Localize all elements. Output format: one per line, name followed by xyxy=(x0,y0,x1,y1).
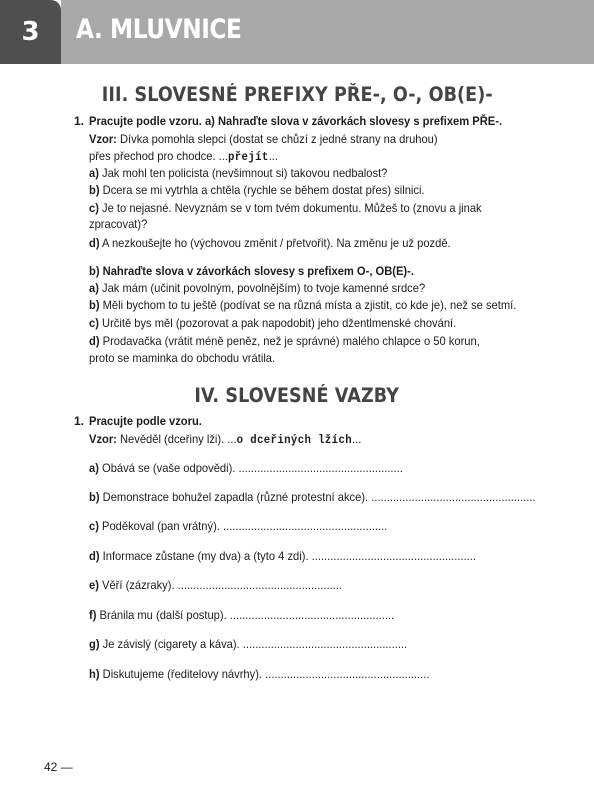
list-item: g) Je závislý (cigarety a káva). ..................................................... xyxy=(89,637,408,651)
list-item: e) Věří (zázraky). ..................................................... xyxy=(89,578,343,592)
section-title-verb-bindings: IV. SLOVESNÉ VAZBY xyxy=(194,384,400,407)
list-item: a) Obává se (vaše odpovědi). ..................................................... xyxy=(89,461,403,475)
exercise-number: 1. xyxy=(74,114,85,128)
example-text: Dívka pomohla slepci (dostat se chůzí z jedné strany na druhou) xyxy=(116,132,438,146)
example-label: Vzor: xyxy=(89,132,117,146)
chapter-title: A. MLUVNICE xyxy=(76,14,242,45)
list-item: b) Měli bychom to tu ještě (podívat se na různá místa a zjistit, co kde je), než se setmí. xyxy=(89,298,517,312)
example-answer: o dceřiných lžích xyxy=(236,434,353,447)
list-item: b) Demonstrace bohužel zapadla (různé protestní akce). ..................................................... xyxy=(89,490,536,504)
list-item: d) Informace zůstane (my dva) a (tyto 4 zdi). ..................................................... xyxy=(89,549,476,563)
list-item: a) Jak mám (učinit povolným, povolnějším) to tvoje kamenné srdce? xyxy=(89,281,426,295)
chapter-number: 3 xyxy=(21,17,40,47)
example-line: Vzor: Nevěděl (dceřiny lži). ...o dceřiných lžích... xyxy=(89,432,362,447)
list-item: b) Dcera se mi vytrhla a chtěla (rychle se během dostat přes) silnici. xyxy=(89,183,425,197)
example-answer: přejít xyxy=(227,151,269,164)
list-item: f) Bránila mu (další postup). ..................................................... xyxy=(89,608,395,622)
exercise-instruction-b: b) Nahraďte slova v závorkách slovesy s prefixem O-, OB(E)-. xyxy=(89,264,414,278)
example-line-2: přes přechod pro chodce. ...přejít... xyxy=(89,149,279,164)
chapter-number-tab xyxy=(0,0,61,64)
chapter-header xyxy=(0,0,594,64)
list-item-continuation: proto se maminka do obchodu vrátila. xyxy=(89,351,276,365)
exercise-instruction: Pracujte podle vzoru. a) Nahraďte slova v závorkách slovesy s prefixem PŘE-. xyxy=(89,114,503,128)
list-item: a) Jak mohl ten policista (nevšimnout si) takovou nedbalost? xyxy=(89,166,388,180)
example-label: Vzor: xyxy=(89,432,117,446)
list-item: c) Poděkoval (pan vrátný). ..................................................... xyxy=(89,519,388,533)
list-item: c) Je to nejasné. Nevyznám se v tom tvém dokumentu. Můžeš to (znovu a jinak xyxy=(89,201,482,215)
page-number: 42 — xyxy=(44,760,73,774)
section-title-prefixes: III. SLOVESNÉ PREFIXY PŘE-, O-, OB(E)- xyxy=(101,83,493,106)
exercise-number: 1. xyxy=(74,414,85,428)
list-item-continuation: zpracovat)? xyxy=(89,217,148,231)
example-line-1 xyxy=(89,132,438,147)
list-item: d) A nezkoušejte ho (výchovou změnit / přetvořit). Na změnu je už pozdě. xyxy=(89,236,451,250)
list-item: c) Určitě bys měl (pozorovat a pak napodobit) jeho džentlmenské chování. xyxy=(89,316,457,330)
exercise-instruction: Pracujte podle vzoru. xyxy=(89,414,202,428)
list-item: d) Prodavačka (vrátit méně peněz, než je správné) malého chlapce o 50 korun, xyxy=(89,334,480,348)
list-item: h) Diskutujeme (ředitelovy návrhy). ..................................................... xyxy=(89,667,430,681)
